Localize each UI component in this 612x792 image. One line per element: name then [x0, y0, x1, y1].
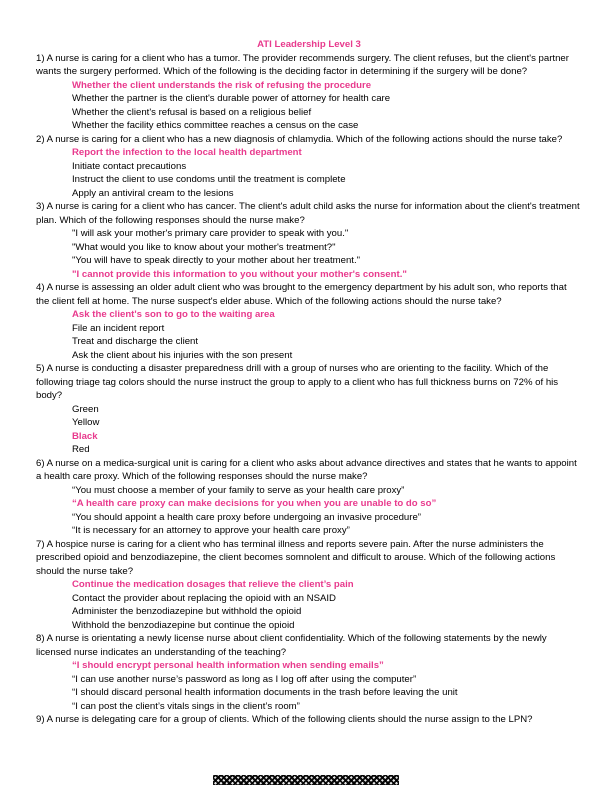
question-text: 7) A hospice nurse is caring for a client who has terminal illness and reports severe pain. After the nurse administers the prescribed opioid and benzodiazepine, the client becomes somnolent and difficult to arouse. Which of the following actions should the nurse take? — [36, 538, 556, 577]
answer-option: “I can use another nurse’s password as long as I log off after using the computer” — [72, 673, 417, 685]
document-page — [36, 38, 582, 727]
answer-option-correct: "I cannot provide this information to you without your mother's consent." — [72, 268, 407, 280]
answer-option: “It is necessary for an attorney to approve your health care proxy” — [72, 525, 350, 536]
answer-option: “You must choose a member of your family to serve as your health care proxy” — [72, 484, 405, 496]
answer-option: File an incident report — [72, 322, 165, 334]
answer-option: Treat and discharge the client — [72, 336, 199, 347]
answer-option: "You will have to speak directly to your mother about her treatment." — [72, 255, 361, 266]
answer-option: Green — [72, 403, 99, 415]
question-list — [36, 52, 582, 727]
question-text: 8) A nurse is orientating a newly license nurse about client confidentiality. Which of the following statements by the newly licensed nurse indicates an understanding of the teaching? — [36, 633, 547, 658]
answer-option: “You should appoint a health care proxy before undergoing an invasive procedure” — [72, 511, 421, 523]
answer-option: Whether the partner is the client's durable power of attorney for health care — [72, 93, 391, 104]
answer-option-correct: “A health care proxy can make decisions for you when you are unable to do so” — [72, 498, 437, 509]
question-text: 2) A nurse is caring for a client who has a new diagnosis of chlamydia. Which of the following actions should the nurse take? — [36, 133, 563, 145]
answer-option: Ask the client about his injuries with the son present — [72, 349, 293, 361]
answer-option-correct: “I should encrypt personal health information when sending emails” — [72, 660, 384, 671]
answer-option: Contact the provider about replacing the opioid with an NSAID — [72, 592, 336, 604]
question-text: 3) A nurse is caring for a client who has cancer. The client's adult child asks the nurse for information about the client's treatment plan. Which of the following responses should the nurse make? — [36, 201, 580, 226]
question-text: 9) A nurse is delegating care for a group of clients. Which of the following clients should the nurse assign to the LPN? — [36, 714, 533, 725]
question-text: 6) A nurse on a medica-surgical unit is caring for a client who asks about advance directives and states that he wants to appoint a health care proxy. Which of the following responses should the nurse make? — [36, 457, 577, 482]
answer-option: Withhold the benzodiazepine but continue the opioid — [72, 619, 295, 631]
answer-option: "I will ask your mother's primary care provider to speak with you." — [72, 228, 349, 239]
answer-option-correct: Ask the client's son to go to the waiting area — [72, 309, 275, 320]
blurred-footer — [213, 775, 399, 785]
answer-option-correct: Black — [72, 430, 98, 442]
answer-option: "What would you like to know about your mother's treatment?" — [72, 241, 336, 253]
answer-option: Whether the facility ethics committee reaches a census on the case — [72, 120, 359, 131]
answer-option: “I can post the client’s vitals sings in the client’s room” — [72, 700, 300, 712]
answer-option-correct: Report the infection to the local health department — [72, 147, 302, 158]
answer-option: Yellow — [72, 417, 100, 428]
answer-option: Instruct the client to use condoms until the treatment is complete — [72, 174, 346, 185]
answer-option: Administer the benzodiazepine but withhold the opioid — [72, 606, 302, 617]
answer-option: Initiate contact precautions — [72, 160, 187, 172]
question-text: 1) A nurse is caring for a client who has a tumor. The provider recommends surgery. The client refuses, but the client's partner wants the surgery performed. Which of the following is the deciding factor in determining if the surgery will be done? — [36, 52, 569, 77]
question-text: 4) A nurse is assessing an older adult client who was brought to the emergency department by his adult son, who reports that the client fell at home. The nurse suspect's elder abuse. Which of the following actions should the nurse take? — [36, 282, 567, 307]
answer-option-correct: Continue the medication dosages that relieve the client’s pain — [72, 579, 354, 590]
page-title: ATI Leadership Level 3 — [257, 39, 361, 50]
answer-option-correct: Whether the client understands the risk of refusing the procedure — [72, 79, 372, 91]
answer-option: Whether the client's refusal is based on a religious belief — [72, 106, 312, 118]
answer-option: Apply an antiviral cream to the lesions — [72, 187, 234, 199]
question-text: 5) A nurse is conducting a disaster preparedness drill with a group of nurses who are orienting to the facility. Which of the following triage tag colors should the nurse instruct the group to apply to a client who has full thickness burns on 72% of his body? — [36, 363, 559, 401]
answer-option: “I should discard personal health information documents in the trash before leaving the unit — [72, 687, 458, 698]
answer-option: Red — [72, 444, 90, 455]
